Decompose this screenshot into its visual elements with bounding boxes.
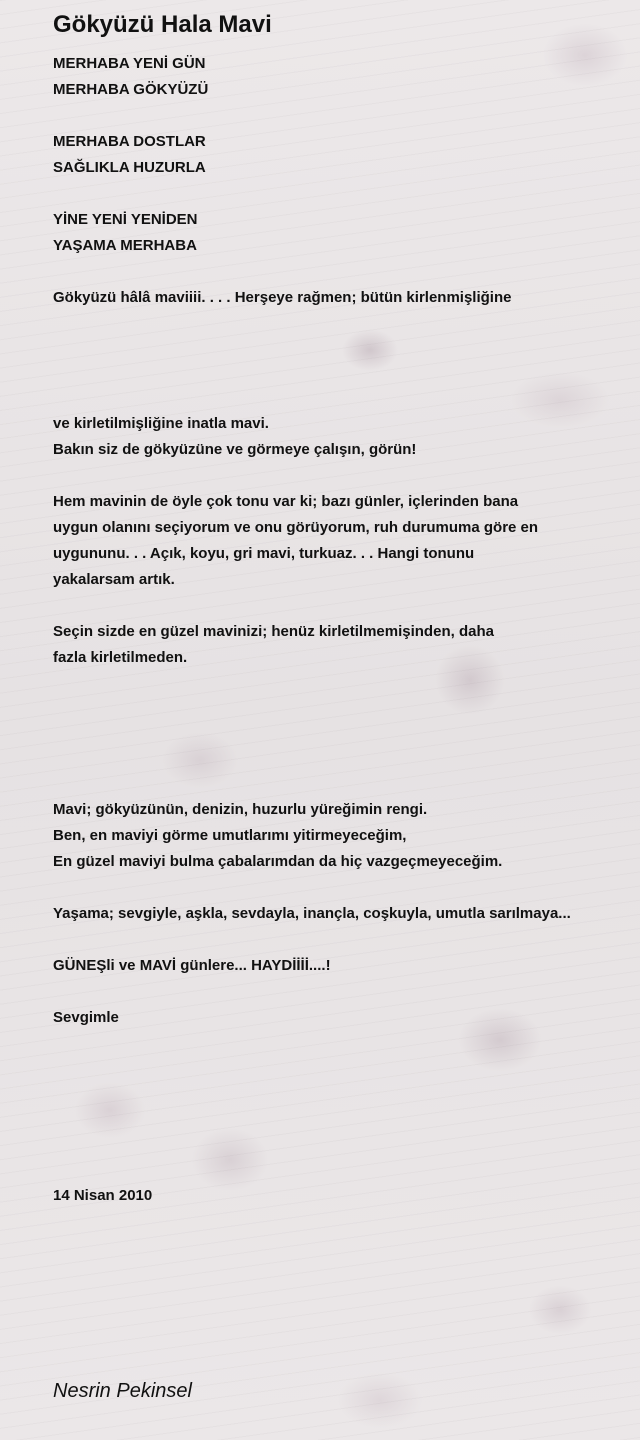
poem-title: Gökyüzü Hala Mavi	[53, 11, 272, 38]
poem-line: Hem mavinin de öyle çok tonu var ki; bazı günler, içlerinden bana	[53, 493, 519, 510]
poem-line: uygun olanını seçiyorum ve onu görüyorum, ruh durumuma göre en	[53, 519, 539, 536]
poem-line: Yaşama; sevgiyle, aşkla, sevdayla, inançla, coşkuyla, umutla sarılmaya...	[53, 905, 571, 922]
poem-line: Ben, en maviyi görme umutlarımı yitirmeyeceğim,	[53, 827, 407, 844]
poem-line: Gökyüzü hâlâ maviiii. . . . Herşeye rağmen; bütün kirlenmişliğine	[53, 289, 512, 306]
poem-line: GÜNEŞli ve MAVİ günlere... HAYDİİİİ....!	[53, 957, 331, 974]
poem-line: SAĞLIKLA HUZURLA	[53, 159, 206, 176]
poem-line: MERHABA GÖKYÜZÜ	[53, 81, 209, 98]
poem-line: yakalarsam artık.	[53, 571, 175, 588]
poem-line: En güzel maviyi bulma çabalarımdan da hiç vazgeçmeyeceğim.	[53, 853, 503, 870]
poem-line: Mavi; gökyüzünün, denizin, huzurlu yüreğimin rengi.	[53, 801, 428, 818]
poem-date: 14 Nisan 2010	[53, 1187, 153, 1204]
poem-line: fazla kirletilmeden.	[53, 649, 188, 666]
poem-author: Nesrin Pekinsel	[53, 1380, 192, 1402]
poem-line: Bakın siz de gökyüzüne ve görmeye çalışın, görün!	[53, 441, 417, 458]
poem-line: uygununu. . . Açık, koyu, gri mavi, turkuaz. . . Hangi tonunu	[53, 545, 475, 562]
poem-line: Seçin sizde en güzel mavinizi; henüz kirletilmemişinden, daha	[53, 623, 494, 640]
poem-line: YİNE YENİ YENİDEN	[53, 211, 198, 228]
poem-line: MERHABA YENİ GÜN	[53, 55, 206, 72]
poem-line: Sevgimle	[53, 1009, 119, 1026]
poem-line: YAŞAMA MERHABA	[53, 237, 197, 254]
poem-line: ve kirletilmişliğine inatla mavi.	[53, 415, 269, 432]
poem-line: MERHABA DOSTLAR	[53, 133, 206, 150]
